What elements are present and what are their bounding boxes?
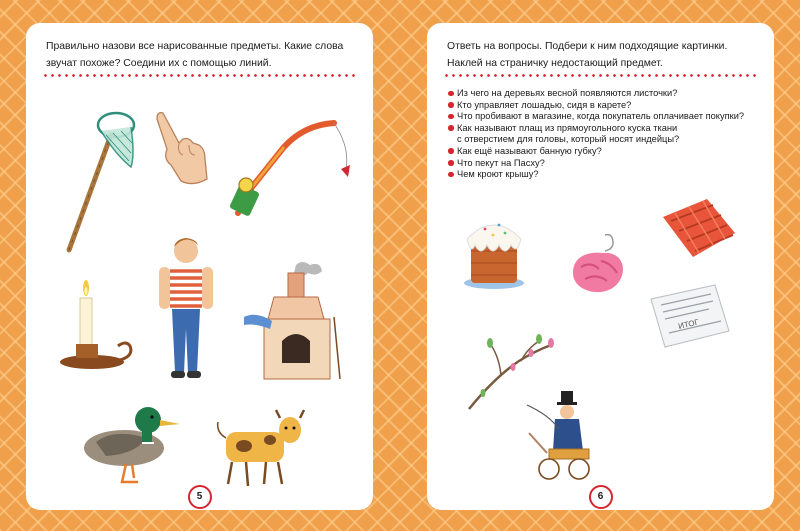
question-text-continuation: с отверстием для головы, который носят индейцы?	[457, 134, 680, 145]
question-text: Как называют плащ из прямоугольного куска ткани	[457, 122, 678, 133]
bullet-icon	[448, 114, 454, 120]
question-item	[448, 169, 744, 181]
question-text: Что пекут на Пасху?	[457, 157, 545, 168]
coachman-illustration	[519, 385, 599, 485]
easter-cake-illustration	[459, 211, 529, 291]
russian-stove-illustration	[236, 259, 346, 384]
right-page	[427, 23, 774, 510]
question-text: Из чего на деревьях весной появляются листочки?	[457, 88, 678, 98]
left-dotted-divider	[42, 74, 358, 77]
question-item	[448, 88, 744, 100]
right-instruction-line-2: Наклей на страничку недостающий предмет.	[447, 57, 663, 69]
question-item	[448, 123, 744, 146]
question-item	[448, 111, 744, 123]
bullet-icon	[448, 160, 454, 166]
page-number-right: 6	[589, 485, 613, 509]
candle-illustration	[56, 278, 136, 373]
roof-tiles-illustration	[659, 195, 739, 263]
left-instruction	[46, 39, 358, 72]
right-instruction	[447, 39, 759, 72]
question-text: Чем кроют крышу?	[457, 169, 539, 180]
boy-illustration	[151, 233, 221, 383]
question-text: Кто управляет лошадью, сидя в карете?	[457, 99, 632, 110]
bullet-icon	[448, 148, 454, 154]
right-instruction-line-1: Ответь на вопросы. Подбери к ним подходящие картинки.	[447, 41, 728, 52]
left-instruction-line-1: Правильно назови все нарисованные предметы. Какие слова	[46, 41, 344, 52]
question-text: Что пробивают в магазине, когда покупатель оплачивает покупки?	[457, 111, 745, 122]
butterfly-net-illustration	[61, 95, 136, 255]
receipt-illustration	[645, 281, 735, 353]
bullet-icon	[448, 172, 454, 178]
duck-illustration	[76, 398, 186, 488]
question-item	[448, 158, 744, 170]
bath-sponge-illustration	[567, 231, 629, 296]
cow-illustration	[214, 408, 309, 493]
receipt-total-label: ИТОГ	[677, 317, 700, 331]
question-list	[448, 88, 744, 181]
bullet-icon	[448, 102, 454, 108]
pointing-hand-illustration	[153, 109, 215, 189]
question-item	[448, 100, 744, 112]
right-dotted-divider	[443, 74, 759, 77]
bullet-icon	[448, 91, 454, 97]
page-number-left: 5	[188, 485, 212, 509]
left-page	[26, 23, 373, 510]
bullet-icon	[448, 125, 454, 131]
fishing-rod-illustration	[224, 107, 354, 217]
question-item	[448, 146, 744, 158]
question-text: Как ещё называют банную губку?	[457, 145, 602, 156]
left-instruction-line-2: звучат похоже? Соедини их с помощью линий.	[46, 57, 272, 69]
